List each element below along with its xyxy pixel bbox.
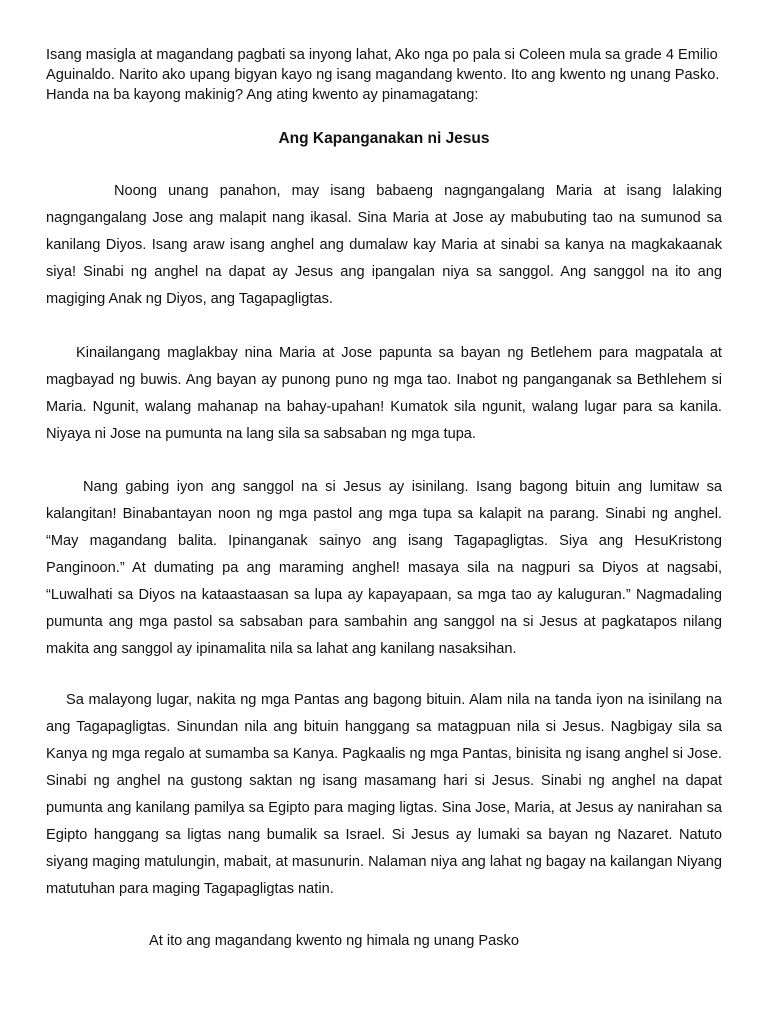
story-title: Ang Kapanganakan ni Jesus <box>278 130 490 147</box>
closing-line: At ito ang magandang kwento ng himala ng unang Pasko <box>149 933 519 949</box>
story-paragraph-4: Sa malayong lugar, nakita ng mga Pantas ang bagong bituin. Alam nila na tanda iyon na isinilang na ang Tagapagligtas. Sinundan nila ang bituin hanggang sa matagpuan nila si Jesus. Nagbigay sila sa Kanya ng mga regalo at sumamba sa Kanya. Pagkaalis ng mga Pantas, binisita ng isang anghel si Jose. Sinabi ng anghel na gustong saktan ng isang masamang hari si Jesus. Sinabi ng anghel na dapat pumunta ang kanilang pamilya sa Egipto para maging ligtas. Sina Jose, Maria, at Jesus ay nanirahan sa Egipto hanggang sa ligtas nang bumalik sa Israel. Si Jesus ay lumaki sa bayan ng Nazaret. Natuto siyang maging matulungin, mabait, at masunurin. Nalaman niya ang lahat ng bagay na kailangan Niyang matutuhan para maging Tagapagligtas natin. <box>46 692 722 897</box>
story-paragraph-3: Nang gabing iyon ang sanggol na si Jesus ay isinilang. Isang bagong bituin ang lumitaw sa kalangitan! Binabantayan noon ng mga pastol ang mga tupa sa kalapit na parang. Sinabi ng anghel. “May magandang balita. Ipinanganak sainyo ang isang Tagapagligtas. Siya ang HesuKristong Panginoon.” At dumating pa ang maraming anghel! masaya sila na nagpuri sa Diyos at nagsabi, “Luwalhati sa Diyos na kataastaasan sa lupa ay kapayapaan, sa mga tao ay kaluguran.” Nagmadaling pumunta ang mga pastol sa sabsaban para sambahin ang sanggol na si Jesus at pagkatapos nilang makita ang sanggol ay ipinamalita nila sa lahat ang kanilang nasaksihan. <box>46 479 722 657</box>
story-paragraph-2: Kinailangang maglakbay nina Maria at Jose papunta sa bayan ng Betlehem para magpatala at magbayad ng buwis. Ang bayan ay punong puno ng mga tao. Inabot ng panganganak sa Bethlehem si Maria. Ngunit, walang mahanap na bahay-upahan! Kumatok sila ngunit, walang lugar para sa kanila. Niyaya ni Jose na pumunta na lang sila sa sabsaban ng mga tupa. <box>46 345 722 442</box>
story-paragraph-1: Noong unang panahon, may isang babaeng nagngangalang Maria at isang lalaking nagngangalang Jose ang malapit nang ikasal. Sina Maria at Jose ay mabubuting tao na sumunod sa kanilang Diyos. Isang araw isang anghel ang dumalaw kay Maria at sinabi sa kanya na magkakaanak siya! Sinabi ng anghel na dapat ay Jesus ang ipangalan niya sa sanggol. Ang sanggol na ito ang magiging Anak ng Diyos, ang Tagapagligtas. <box>46 183 722 307</box>
intro-paragraph: Isang masigla at magandang pagbati sa inyong lahat, Ako nga po pala si Coleen mula sa grade 4 Emilio Aguinaldo. Narito ako upang bigyan kayo ng isang magandang kwento. Ito ang kwento ng unang Pasko. Handa na ba kayong makinig? Ang ating kwento ay pinamagatang: <box>46 47 720 103</box>
